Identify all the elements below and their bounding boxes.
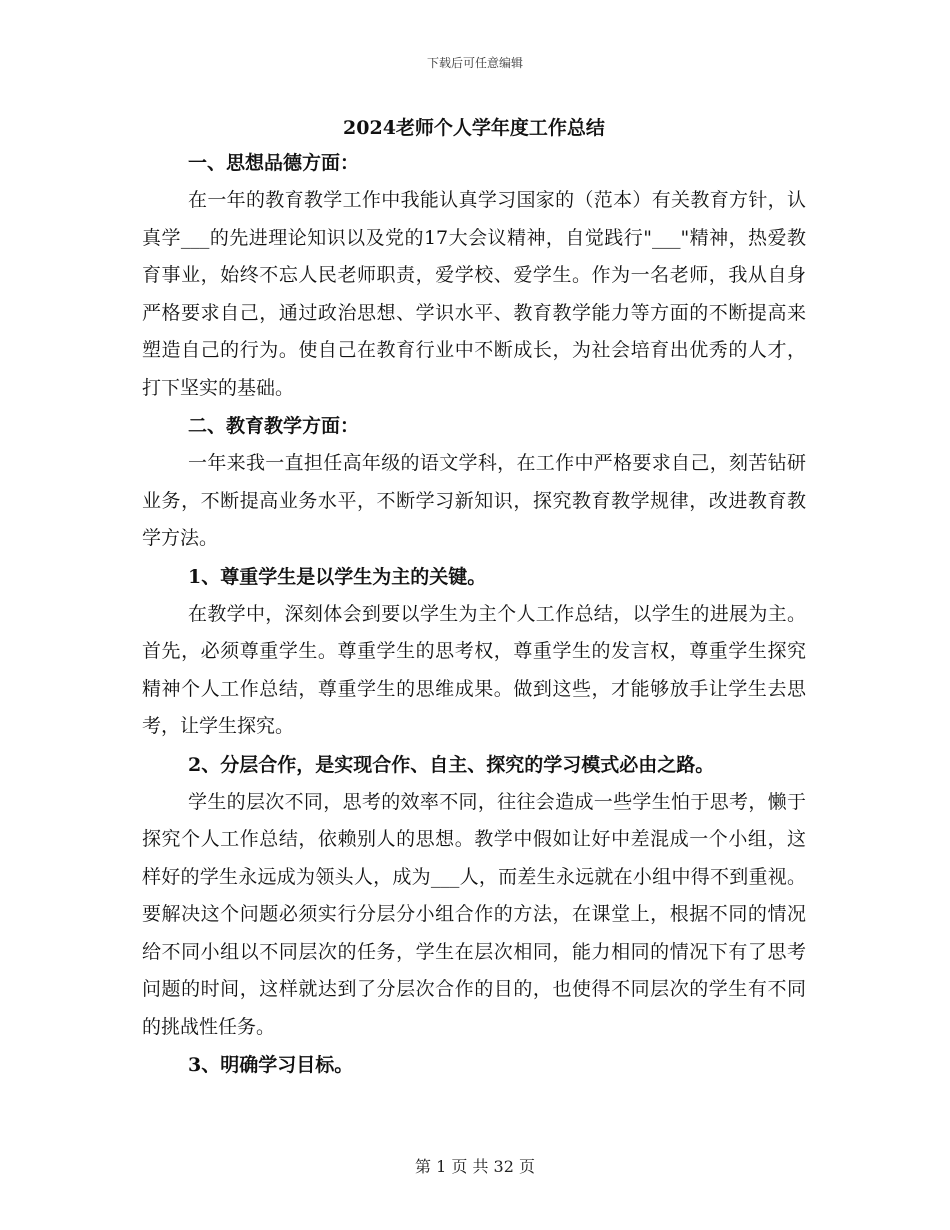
section-heading-layered-cooperation: 2、分层合作，是实现合作、自主、探究的学习模式必由之路。: [188, 753, 715, 776]
section-paragraph-respect-students: 在教学中，深刻体会到要以学生为主个人工作总结，以学生的进展为主。首先，必须尊重学生。尊重学生的思考权，尊重学生的发言权，尊重学生探究精神个人工作总结，尊重学生的思维成果。做到这些，才能够放手让学生去思考，让学生探究。: [142, 602, 806, 737]
section-paragraph-layered-cooperation: 学生的层次不同，思考的效率不同，往往会造成一些学生怕于思考，懒于探究个人工作总结，依赖别人的思想。教学中假如让好中差混成一个小组，这样好的学生永远成为领头人，成为___人，而差生永远就在小组中得不到重视。要解决这个问题必须实行分层分小组合作的方法，在课堂上，根据不同的情况给不同小组以不同层次的任务，学生在层次相同，能力相同的情况下有了思考问题的时间，这样就达到了分层次合作的目的，也使得不同层次的学生有不同的挑战性任务。: [142, 790, 806, 1038]
page-number: 第 1 页 共 32 页: [415, 1157, 535, 1176]
header-note: 下载后可任意编辑: [426, 56, 523, 70]
section-heading-respect-students: 1、尊重学生是以学生为主的关键。: [188, 565, 487, 588]
section-heading-teaching: 二、教育教学方面：: [188, 415, 360, 437]
document-body: [142, 112, 806, 1084]
section-heading-learning-goals: 3、明确学习目标。: [188, 1054, 354, 1076]
section-paragraph-ideology: 在一年的教育教学工作中我能认真学习国家的（范本）有关教育方针，认真学___的先进理论知识以及党的17大会议精神，自觉践行"___"精神，热爱教育事业，始终不忘人民老师职责，爱学校、爱学生。作为一名老师，我从自身严格要求自己，通过政治思想、学识水平、教育教学能力等方面的不断提高来塑造自己的行为。使自己在教育行业中不断成长，为社会培育出优秀的人才，打下坚实的基础。: [142, 189, 806, 399]
document-title: 2024老师个人学年度工作总结: [343, 117, 605, 139]
section-heading-ideology: 一、思想品德方面：: [188, 152, 360, 174]
section-paragraph-teaching: 一年来我一直担任高年级的语文学科，在工作中严格要求自己，刻苦钻研业务，不断提高业务水平，不断学习新知识，探究教育教学规律，改进教育教学方法。: [142, 452, 806, 549]
